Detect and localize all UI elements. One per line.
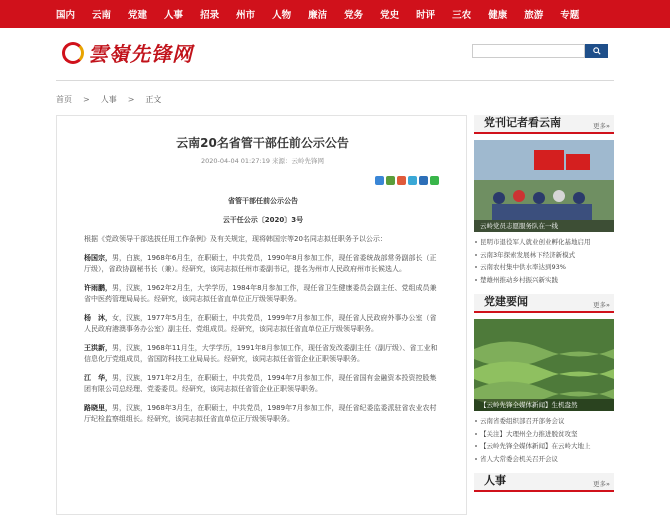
nav-item[interactable]: 时评 (416, 10, 436, 21)
breadcrumb-section[interactable]: 人事 (100, 95, 117, 104)
sidebar-section-header (474, 473, 614, 492)
share-plus-icon[interactable] (375, 176, 384, 185)
more-link[interactable]: 更多» (593, 301, 610, 309)
breadcrumb-home[interactable]: 首页 (56, 95, 72, 104)
nav-item[interactable]: 健康 (488, 10, 508, 21)
sidebar-section-header (474, 115, 614, 134)
person-entry (84, 373, 442, 395)
sidebar-section-title: 党建要闻 (484, 295, 528, 308)
sidebar (474, 115, 614, 492)
person-name: 杨 沐， (84, 314, 112, 322)
breadcrumb-current: 正文 (145, 95, 162, 104)
nav-item[interactable]: 廉洁 (308, 10, 328, 21)
article-meta: 2020-04-04 01:27:19 来源：云岭先锋网 (200, 157, 325, 165)
feature-photo-graphic (474, 140, 614, 232)
news-list-item[interactable]: 【关注】大理州全力推进脱贫攻坚 (474, 428, 614, 441)
feature-photo[interactable] (474, 140, 614, 232)
search-box (472, 44, 608, 58)
person-text: 男，汉族，1968年11月生，大学学历，1991年8月参加工作，现任省发改委副主任（副厅级）、省工业和信息化厅党组成员，省国防科技工业局局长。经研究，该同志拟任省管企业正职领导职务。 (84, 344, 438, 363)
article-body (84, 196, 442, 433)
news-list-item[interactable]: 云南3年探索发展林下经济新模式 (474, 249, 614, 262)
nav-item[interactable]: 旅游 (524, 10, 544, 21)
breadcrumb (56, 94, 161, 105)
logo-text: 雲嶺先锋网 (88, 42, 193, 66)
more-link[interactable]: 更多» (593, 122, 610, 130)
person-text: 男，白族，1968年6月生，在职硕士，中共党员，1990年8月参加工作，现任省委统战部常务副部长（正厅级），省政协副秘书长（兼）。经研究，该同志拟任州市委副书记，提名为州市人民政府州市长候选人。 (84, 254, 437, 273)
sidebar-section-title: 人事 (484, 474, 506, 487)
share-renren-icon[interactable] (419, 176, 428, 185)
sidebar-section-header (474, 294, 614, 313)
news-list-item[interactable]: 云南省委组织部召开部务会议 (474, 415, 614, 428)
person-name: 杨国宗， (84, 254, 112, 262)
share-bar (375, 176, 439, 185)
share-tencent-icon[interactable] (408, 176, 417, 185)
person-name: 许雨鹏， (84, 284, 112, 292)
feature-photo[interactable] (474, 319, 614, 411)
header-divider (56, 80, 614, 81)
notice-number: 云干任公示〔2020〕3号 (222, 216, 304, 224)
person-name: 江 华， (84, 374, 112, 382)
nav-item[interactable]: 党务 (344, 10, 364, 21)
search-button[interactable] (585, 44, 608, 58)
news-list-item[interactable]: 【云岭先锋全媒体新闻】在云岭大地上 (474, 440, 614, 453)
person-text: 男，汉族，1968年3月生，在职硕士，中共党员，1989年7月参加工作，现任省纪委监委派驻省农业农村厅纪检监察组组长。经研究，该同志拟任省直单位正厅级领导职务。 (84, 404, 437, 423)
nav-item[interactable]: 云南 (92, 10, 112, 21)
share-weibo-icon[interactable] (397, 176, 406, 185)
logo-mark-icon (62, 42, 84, 64)
nav-item[interactable]: 人物 (272, 10, 292, 21)
nav-item[interactable]: 党建 (128, 10, 148, 21)
news-list-item[interactable]: 楚雄州推动乡村振兴新实践 (474, 274, 614, 287)
notice-title: 省管干部任前公示公告 (228, 197, 298, 205)
news-list-item[interactable]: 省人大常委会机关召开会议 (474, 453, 614, 466)
search-icon (593, 47, 601, 55)
sidebar-section-title: 党刊记者看云南 (484, 116, 561, 129)
article-panel (56, 115, 467, 515)
person-entry (84, 313, 442, 335)
nav-item[interactable]: 国内 (56, 10, 76, 21)
nav-item[interactable]: 招录 (200, 10, 220, 21)
feature-photo-caption: 云岭党员志愿服务队在一线 (474, 220, 614, 232)
person-text: 男，汉族，1962年2月生，大学学历，1984年8月参加工作，现任省卫生健康委员会副主任、党组成员兼省中医药管理局局长。经研究，该同志拟任省直单位正厅级领导职务。 (84, 284, 437, 303)
nav-item[interactable]: 州市 (236, 10, 256, 21)
article-title: 云南20名省管干部任前公示公告 (176, 136, 349, 150)
breadcrumb-separator: > (127, 95, 135, 104)
news-list (474, 236, 614, 286)
search-input[interactable] (472, 44, 585, 58)
nav-item[interactable]: 人事 (164, 10, 184, 21)
person-name: 王洪新， (84, 344, 112, 352)
news-list (474, 415, 614, 465)
share-wechat-icon[interactable] (430, 176, 439, 185)
person-entry (84, 403, 442, 425)
person-entry (84, 253, 442, 275)
feature-photo-graphic (474, 319, 614, 411)
breadcrumb-separator: > (83, 95, 90, 104)
news-list-item[interactable]: 昆明市退役军人就业创业孵化基地启用 (474, 236, 614, 249)
person-text: 女，汉族，1977年5月生，在职硕士，中共党员，1999年7月参加工作，现任省人民政府外事办公室（省人民政府港澳事务办公室）副主任、党组成员。经研究，该同志拟任省直单位正厅级领导职务。 (84, 314, 437, 333)
more-link[interactable]: 更多» (593, 480, 610, 488)
nav-item[interactable]: 专题 (560, 10, 580, 21)
news-list-item[interactable]: 云南农村集中供水率达到93% (474, 261, 614, 274)
nav-item[interactable]: 党史 (380, 10, 400, 21)
person-name: 路晓里， (84, 404, 112, 412)
person-entry (84, 283, 442, 305)
feature-photo-caption: 【云岭先锋全媒体新闻】生机盎然 (474, 399, 614, 411)
article-intro: 根据《党政领导干部选拔任用工作条例》及有关规定，现将韩国宗等20名同志拟任职务予以公示： (84, 235, 387, 243)
person-entry (84, 343, 442, 365)
share-qzone-icon[interactable] (386, 176, 395, 185)
site-logo[interactable] (62, 38, 193, 67)
nav-item[interactable]: 三农 (452, 10, 472, 21)
person-text: 男，汉族，1971年2月生，在职硕士，中共党员，1994年7月参加工作，现任省国有金融资本投资控股集团有限公司总经理、党委委员。经研究，该同志拟任省管企业正职领导职务。 (84, 374, 437, 393)
top-navigation (0, 0, 670, 28)
